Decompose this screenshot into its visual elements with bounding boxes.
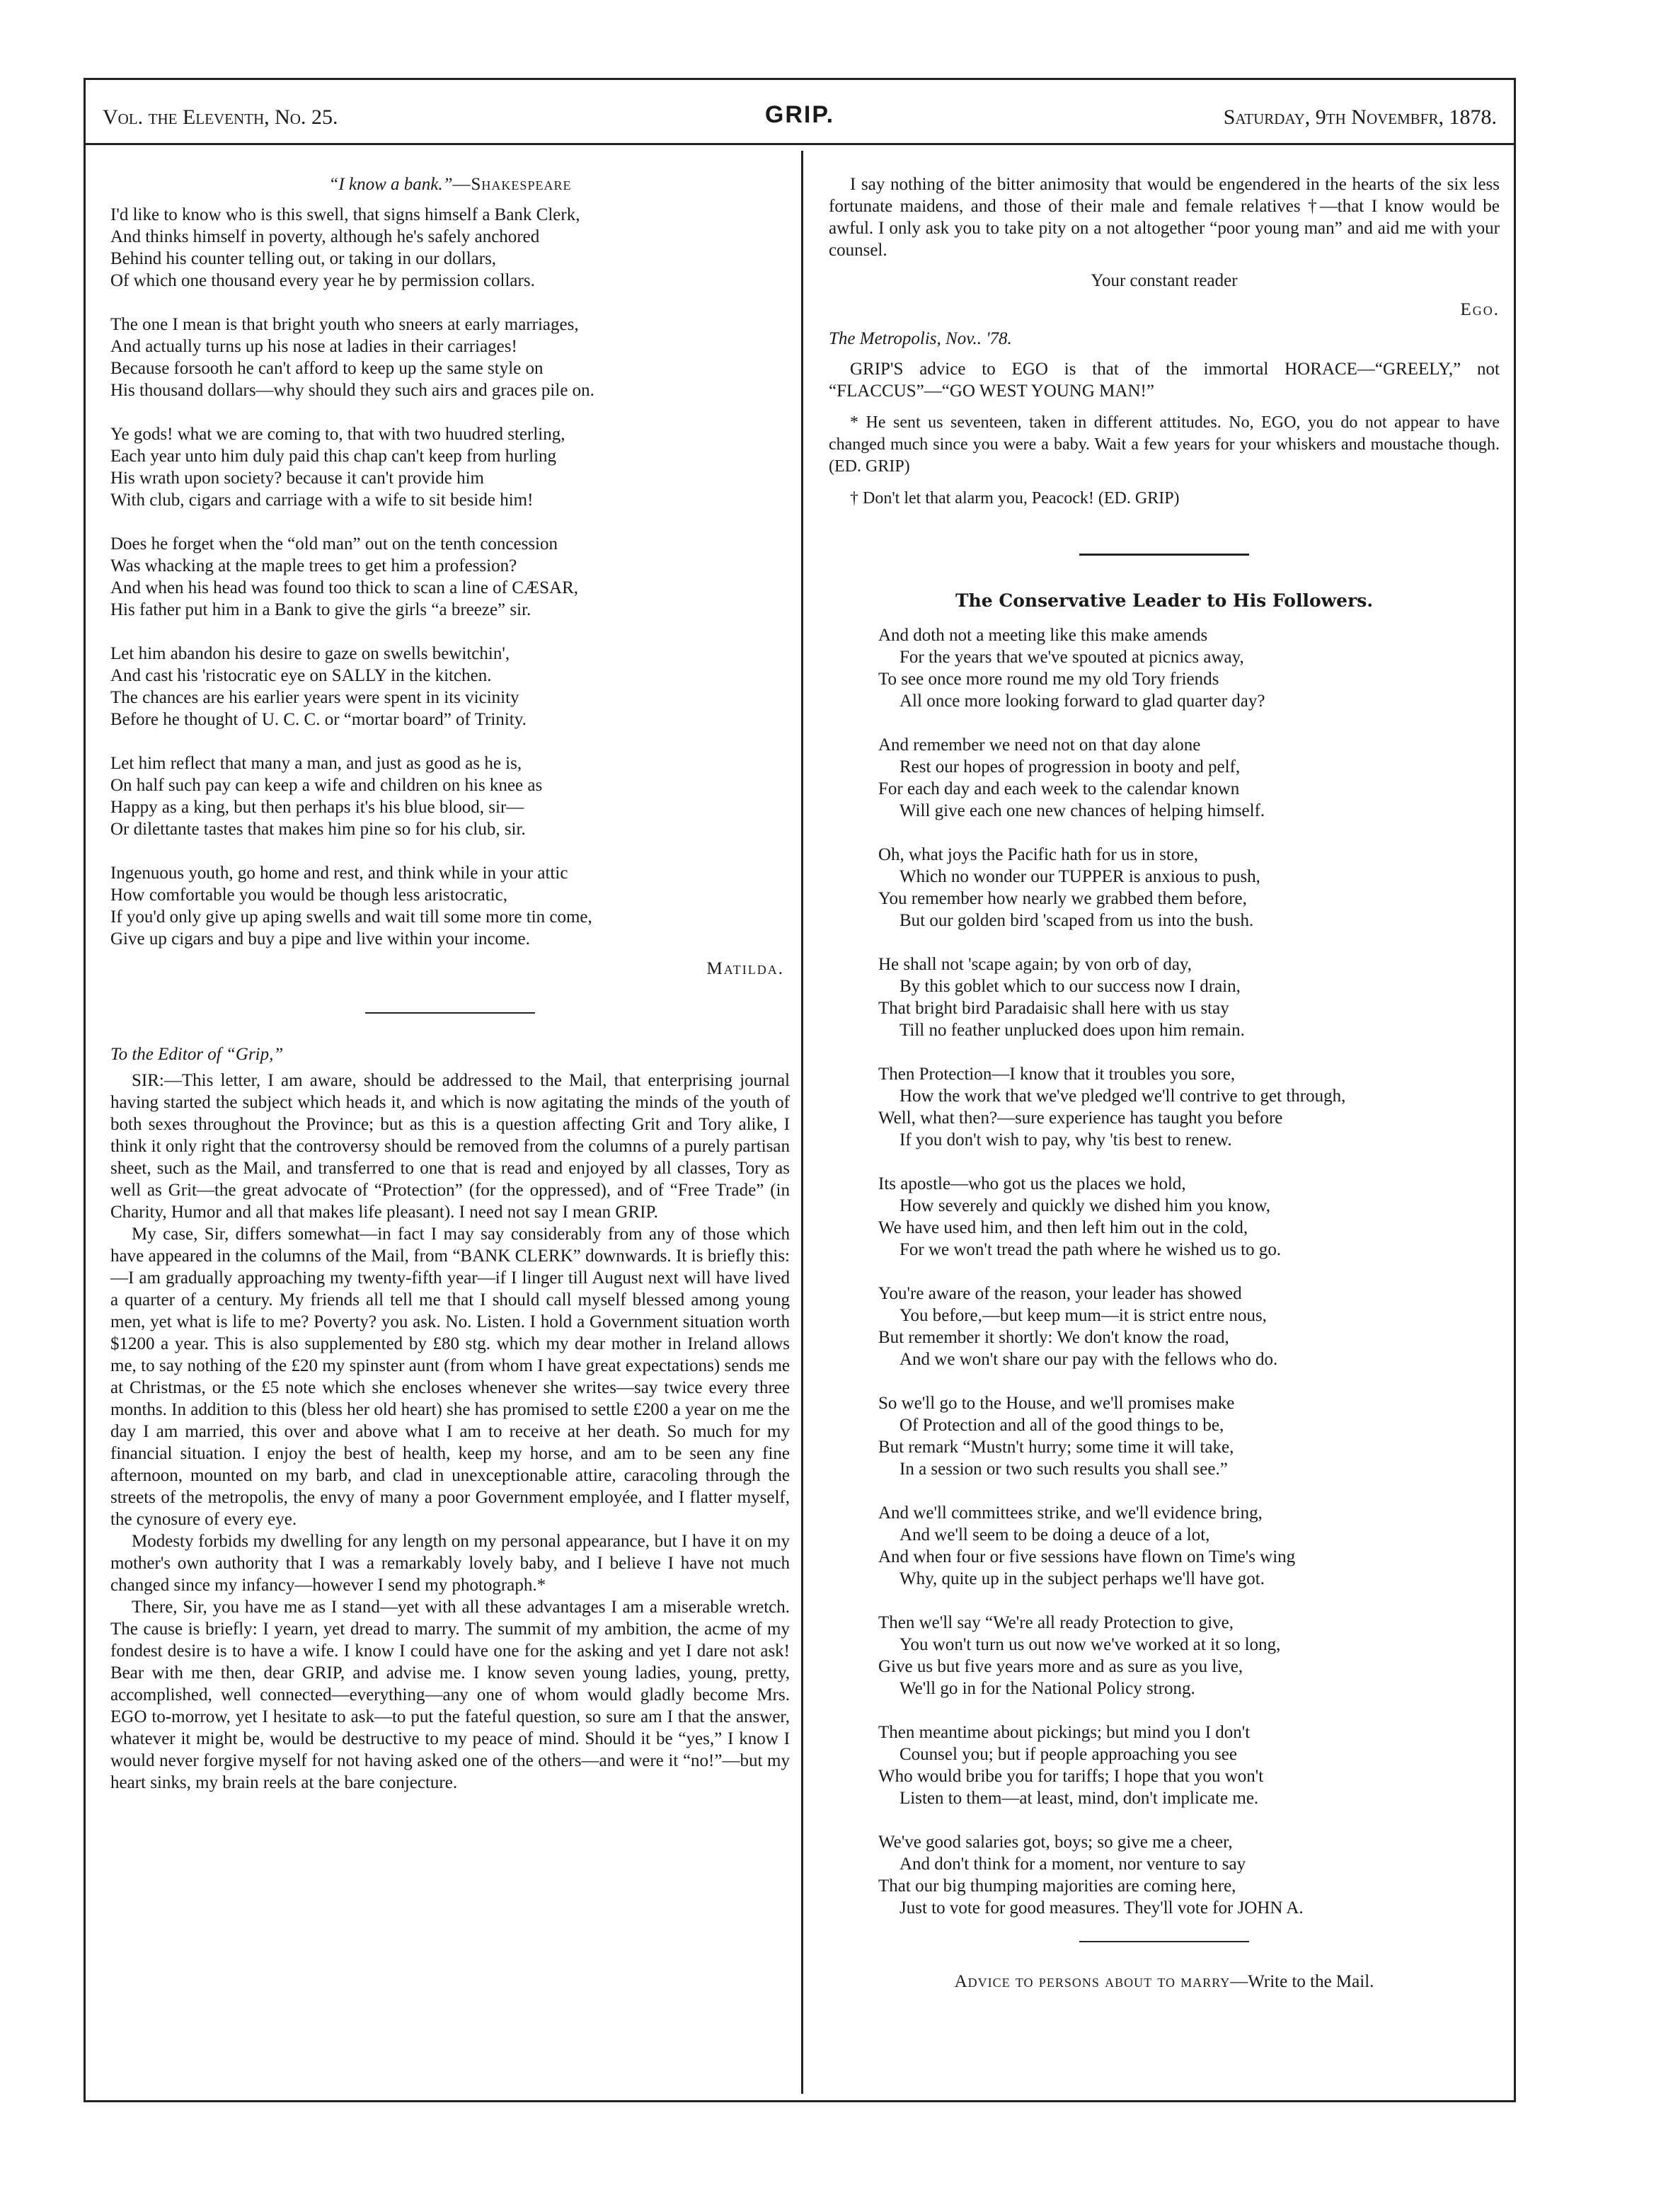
poem2-stanza bbox=[878, 844, 1500, 932]
poem-line: Give up cigars and buy a pipe and live within your income. bbox=[110, 929, 530, 949]
poem-line: We've good salaries got, boys; so give me a cheer, bbox=[878, 1833, 1233, 1852]
poem-line: For we won't tread the path where he wished us to go. bbox=[900, 1240, 1282, 1259]
poem-line: Of Protection and all of the good things to be, bbox=[900, 1416, 1224, 1435]
letter-paragraph: Modesty forbids my dwelling for any length on my personal appearance, but I have it on my mother's own authority that I was a remarkably lovely baby, and I believe I have not much changed since my infancy—however I send my photograph.* bbox=[110, 1532, 790, 1595]
poem1-stanza bbox=[110, 752, 790, 840]
poem-line: Let him abandon his desire to gaze on swells bewitchin', bbox=[110, 644, 510, 663]
poem-line: You before,—but keep mum—it is strict entre nous, bbox=[900, 1306, 1267, 1325]
poem-line: How severely and quickly we dished him you know, bbox=[900, 1196, 1270, 1215]
poem1-stanza bbox=[110, 204, 790, 292]
poem1-stanza bbox=[110, 314, 790, 401]
poem1-stanza bbox=[110, 423, 790, 511]
poem-line: Because forsooth he can't afford to keep up the same style on bbox=[110, 359, 544, 378]
poem-line: His thousand dollars—why should they such airs and graces pile on. bbox=[110, 381, 594, 400]
poem-line: Counsel you; but if people approaching you see bbox=[900, 1745, 1237, 1764]
poem-line: Just to vote for good measures. They'll vote for JOHN A. bbox=[900, 1898, 1304, 1918]
column-divider bbox=[801, 151, 803, 2094]
poem-line: That bright bird Paradaisic shall here with us stay bbox=[878, 999, 1229, 1018]
poem1-stanza bbox=[110, 643, 790, 730]
poem1-stanza bbox=[110, 533, 790, 621]
poem-line: But our golden bird 'scaped from us into the bush. bbox=[900, 911, 1254, 930]
poem-line: His wrath upon society? because it can't provide him bbox=[110, 469, 484, 488]
poem-line: You won't turn us out now we've worked at it so long, bbox=[900, 1635, 1281, 1654]
poem-line: And remember we need not on that day alone bbox=[878, 735, 1201, 755]
poem-line: His father put him in a Bank to give the girls “a breeze” sir. bbox=[110, 600, 531, 619]
poem-line: But remark “Mustn't hurry; some time it will take, bbox=[878, 1438, 1234, 1457]
poem-line: How comfortable you would be though less aristocratic, bbox=[110, 886, 507, 905]
poem-line: Of which one thousand every year he by permission collars. bbox=[110, 271, 535, 290]
poem-line: Behind his counter telling out, or taking in our dollars, bbox=[110, 249, 497, 268]
poem2-body bbox=[829, 624, 1500, 1919]
advice-label: Advice to persons about to marry bbox=[954, 1972, 1231, 1991]
poem-line: The one I mean is that bright youth who sneers at early marriages, bbox=[110, 315, 579, 334]
section-rule bbox=[1079, 554, 1249, 556]
newspaper-page bbox=[84, 78, 1516, 2102]
editor-reply: GRIP'S advice to EGO is that of the immortal HORACE—“GREELY,” not “FLACCUS”—“GO WEST YOUNG MAN!” bbox=[829, 360, 1500, 401]
poem-line: You're aware of the reason, your leader has showed bbox=[878, 1284, 1242, 1303]
poem-line: Till no feather unplucked does upon him remain. bbox=[900, 1021, 1245, 1040]
poem-line: Let him reflect that many a man, and just as good as he is, bbox=[110, 754, 522, 773]
poem-line: Was whacking at the maple trees to get him a profession? bbox=[110, 556, 517, 575]
poem-line: All once more looking forward to glad quarter day? bbox=[900, 692, 1265, 711]
masthead-title: GRIP. bbox=[764, 101, 835, 128]
poem2-stanza bbox=[878, 1173, 1500, 1261]
poem-line: Then meantime about pickings; but mind you I don't bbox=[878, 1723, 1251, 1742]
poem-line: Ingenuous youth, go home and rest, and think while in your attic bbox=[110, 864, 568, 883]
letter-paragraph: My case, Sir, differs somewhat—in fact I may say considerably from any of those which have appeared in the columns of the Mail, from “BANK CLERK” downwards. It is briefly this:—I am gradually approaching my twenty-fifth year—if I linger till August next will have lived a quarter of a century. My friends all tell me that I should call myself blessed among young men, yet what is life to me? Poverty? you ask. No. Listen. I hold a Government situation worth $1200 a year. This is also supplemented by £80 stg. which my dear mother in Ireland allows me, to say nothing of the £20 my spinster aunt (from whom I have great expectations) sends me at Christmas, or the £5 note which she encloses whenever she writes—say twice every three months. In addition to this (bless her old heart) she has promised to settle £200 a year on me the day I am married, this over and above what I am to receive at her death. So much for my financial situation. I enjoy the best of health, keep my horse, and am to be seen any fine afternoon, mounted on my barb, and clad in unexceptionable attire, caracoling through the streets of the metropolis, the envy of many a poor Government employée, and I flatter myself, the cynosure of every eye. bbox=[110, 1225, 790, 1529]
poem-line: Or dilettante tastes that makes him pine so for his club, sir. bbox=[110, 820, 526, 839]
poem1-body bbox=[110, 204, 790, 950]
footnote: † Don't let that alarm you, Peacock! (ED. GRIP) bbox=[850, 489, 1180, 508]
poem-line: And we won't share our pay with the fellows who do. bbox=[900, 1350, 1278, 1369]
poem2-stanza bbox=[878, 1392, 1500, 1480]
poem-line: That our big thumping majorities are coming here, bbox=[878, 1876, 1236, 1896]
poem-line: Give us but five years more and as sure as you live, bbox=[878, 1657, 1243, 1676]
poem-line: Then we'll say “We're all ready Protection to give, bbox=[878, 1613, 1234, 1632]
letter-paragraph: SIR:—This letter, I am aware, should be addressed to the Mail, that enterprising journal having started the subject which heads it, and which is now agitating the minds of the youth of both sexes throughout the Province; but as this is a question affecting Grit and Tory alike, I think it only right that the controversy should be removed from the columns of a purely partisan sheet, such as the Mail, and transferred to one that is read and enjoyed by all classes, Tory as well as Grit—the great advocate of “Protection” (for the oppressed), and of “Free Trade” (in Charity, Humor and all that makes life pleasant). I need not say I mean GRIP. bbox=[110, 1071, 790, 1222]
poem-line: Each year unto him duly paid this chap can't keep from hurling bbox=[110, 447, 557, 466]
poem-line: And thinks himself in poverty, although he's safely anchored bbox=[110, 227, 540, 246]
poem-line: And when his head was found too thick to scan a line of CÆSAR, bbox=[110, 578, 579, 597]
poem-line: He shall not 'scape again; by von orb of day, bbox=[878, 955, 1192, 974]
poem-line: And we'll seem to be doing a deuce of a lot, bbox=[900, 1525, 1210, 1545]
poem-line: Its apostle—who got us the places we hold, bbox=[878, 1174, 1186, 1193]
poem2-stanza bbox=[878, 624, 1500, 712]
poem-line: So we'll go to the House, and we'll promises make bbox=[878, 1394, 1235, 1413]
advice-text: —Write to the Mail. bbox=[1230, 1972, 1374, 1991]
poem1-title-attribution: —Shakespeare bbox=[452, 175, 572, 194]
poem-line: I'd like to know who is this swell, that signs himself a Bank Clerk, bbox=[110, 205, 580, 224]
poem-line: If you'd only give up aping swells and wait till some more tin come, bbox=[110, 907, 592, 927]
advice-line bbox=[829, 1971, 1500, 1993]
poem-line: And cast his 'ristocratic eye on SALLY in the kitchen. bbox=[110, 666, 492, 685]
poem-line: Oh, what joys the Pacific hath for us in store, bbox=[878, 845, 1198, 864]
poem-line: Before he thought of U. C. C. or “mortar board” of Trinity. bbox=[110, 710, 527, 729]
section-rule bbox=[1079, 1941, 1249, 1942]
poem2-stanza bbox=[878, 1612, 1500, 1700]
poem-line: On half such pay can keep a wife and children on his knee as bbox=[110, 776, 543, 795]
poem2-stanza bbox=[878, 953, 1500, 1041]
poem1-stanza bbox=[110, 862, 790, 950]
poem-line: And we'll committees strike, and we'll evidence bring, bbox=[878, 1503, 1263, 1523]
poem-line: And doth not a meeting like this make amends bbox=[878, 626, 1208, 645]
poem1-title-quote: “I know a bank.” bbox=[328, 175, 453, 194]
poem-line: And actually turns up his nose at ladies in their carriages! bbox=[110, 337, 517, 356]
poem2-stanza bbox=[878, 734, 1500, 822]
poem-line: We'll go in for the National Policy strong. bbox=[900, 1679, 1195, 1698]
section-rule bbox=[365, 1012, 535, 1014]
poem-line: For each day and each week to the calendar known bbox=[878, 779, 1240, 798]
poem2-stanza bbox=[878, 1721, 1500, 1809]
poem-line: Does he forget when the “old man” out on the tenth concession bbox=[110, 534, 558, 554]
volume-number: Vol. the Eleventh, No. 25. bbox=[103, 105, 338, 129]
poem-line: The chances are his earlier years were spent in its vicinity bbox=[110, 688, 519, 707]
poem1-signature: Matilda. bbox=[706, 959, 784, 978]
poem-line: Then Protection—I know that it troubles you sore, bbox=[878, 1065, 1236, 1084]
poem-line: Rest our hopes of progression in booty and pelf, bbox=[900, 757, 1241, 777]
page-header bbox=[86, 80, 1514, 145]
poem-line: Happy as a king, but then perhaps it's his blue blood, sir— bbox=[110, 798, 524, 817]
left-column bbox=[110, 173, 790, 1794]
poem2-stanza bbox=[878, 1502, 1500, 1590]
poem-line: And don't think for a moment, nor venture to say bbox=[900, 1855, 1246, 1874]
editor-notes bbox=[829, 358, 1500, 510]
issue-date: Saturday, 9th Novembfr, 1878. bbox=[1223, 105, 1497, 129]
poem-line: To see once more round me my old Tory friends bbox=[878, 670, 1219, 689]
poem-line: How the work that we've pledged we'll contrive to get through, bbox=[900, 1087, 1346, 1106]
poem-line: Will give each one new chances of helping himself. bbox=[900, 801, 1265, 820]
poem-line: If you don't wish to pay, why 'tis best to renew. bbox=[900, 1130, 1232, 1150]
poem-line: Which no wonder our TUPPER is anxious to push, bbox=[900, 867, 1260, 886]
letter-signature: Ego. bbox=[1460, 300, 1500, 319]
right-column bbox=[829, 173, 1500, 1993]
poem-line: Listen to them—at least, mind, don't implicate me. bbox=[900, 1789, 1259, 1808]
poem-line: In a session or two such results you shall see.” bbox=[900, 1460, 1228, 1479]
footnote: * He sent us seventeen, taken in different attitudes. No, EGO, you do not appear to have changed much since you were a baby. Wait a few years for your whiskers and moustache though. (ED. GRIP) bbox=[829, 413, 1500, 476]
poem2-title: The Conservative Leader to His Followers. bbox=[955, 590, 1374, 611]
letter-dateline: The Metropolis, Nov.. '78. bbox=[829, 329, 1012, 348]
letter-closing: Your constant reader bbox=[1091, 271, 1238, 290]
poem-line: For the years that we've spouted at picnics away, bbox=[900, 648, 1244, 667]
poem-line: You remember how nearly we grabbed them before, bbox=[878, 889, 1247, 908]
poem-line: With club, cigars and carriage with a wife to sit beside him! bbox=[110, 491, 534, 510]
poem2-stanza bbox=[878, 1283, 1500, 1370]
letter-salutation: To the Editor of “Grip,” bbox=[110, 1045, 284, 1064]
letter-paragraph: There, Sir, you have me as I stand—yet with all these advantages I am a miserable wretch. The cause is briefly: I yearn, yet dread to marry. The summit of my ambition, the acme of my fondest desire is to have a wife. I know I could have one for the asking and yet I dare not ask! Bear with me then, dear GRIP, and advise me. I know seven young ladies, young, pretty, accomplished, well connected—everything—any one of whom would gladly become Mrs. EGO to-morrow, yet I hesitate to ask—to put the fateful question, so sure am I that the answer, whatever it might be, would be destructive to my peace of mind. Should it be “yes,” I know I would never forgive myself for not having asked one of the others—and were it “no!”—but my heart sinks, my brain reels at the bare conjecture. bbox=[110, 1598, 790, 1792]
poem-line: We have used him, and then left him out in the cold, bbox=[878, 1218, 1248, 1237]
letter-body bbox=[110, 1070, 790, 1794]
poem-line: By this goblet which to our success now I drain, bbox=[900, 977, 1241, 996]
poem2-stanza bbox=[878, 1063, 1500, 1151]
poem-line: And when four or five sessions have flown on Time's wing bbox=[878, 1547, 1296, 1566]
poem-line: Why, quite up in the subject perhaps we'll have got. bbox=[900, 1569, 1265, 1588]
poem2-stanza bbox=[878, 1831, 1500, 1919]
poem-line: Who would bribe you for tariffs; I hope that you won't bbox=[878, 1767, 1264, 1786]
letter-continuation bbox=[829, 173, 1500, 261]
poem-line: Ye gods! what we are coming to, that with two huudred sterling, bbox=[110, 425, 565, 444]
letter-paragraph: I say nothing of the bitter animosity that would be engendered in the hearts of the six less fortunate maidens, and those of their male and female relatives †—that I know would be awful. I only ask you to take pity on a not altogether “poor young man” and aid me with your counsel. bbox=[829, 175, 1500, 260]
poem1-title bbox=[110, 173, 790, 195]
poem-line: But remember it shortly: We don't know the road, bbox=[878, 1328, 1229, 1347]
poem-line: Well, what then?—sure experience has taught you before bbox=[878, 1108, 1283, 1128]
